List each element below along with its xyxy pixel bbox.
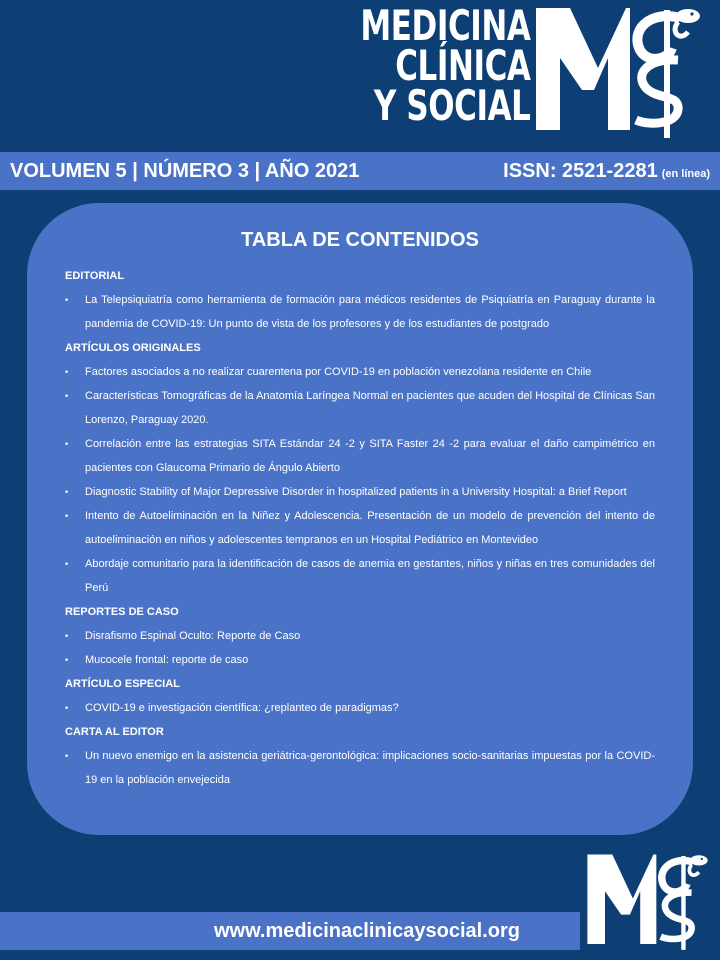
journal-title bbox=[323, 1, 531, 130]
website-link[interactable]: www.medicinaclinicaysocial.org bbox=[213, 919, 520, 942]
article-title: Factores asociados a no realizar cuarentena por COVID-19 en población venezolana residente en Chile bbox=[85, 366, 592, 378]
journal-title-line-3: Y SOCIAL bbox=[373, 81, 530, 130]
bullet-icon: • bbox=[65, 631, 69, 641]
list-item[interactable] bbox=[65, 360, 655, 384]
issue-info-bar bbox=[0, 152, 720, 190]
journal-title-line-1: MEDICINA bbox=[359, 1, 530, 50]
list-item[interactable] bbox=[65, 696, 655, 720]
article-title: Abordaje comunitario para la identificación de casos de anemia en gestantes, niños y niñas en tres comunidades del Perú bbox=[85, 558, 655, 594]
article-title: Disrafismo Espinal Oculto: Reporte de Caso bbox=[85, 630, 301, 642]
section-heading-originales: ARTÍCULOS ORIGINALES bbox=[65, 342, 201, 354]
bullet-icon: • bbox=[65, 295, 69, 305]
journal-title-line-2: CLÍNICA bbox=[394, 41, 530, 90]
bullet-icon: • bbox=[65, 367, 69, 377]
bullet-icon: • bbox=[65, 511, 69, 521]
bullet-icon: • bbox=[65, 655, 69, 665]
section-heading-especial: ARTÍCULO ESPECIAL bbox=[65, 678, 180, 690]
article-title: Intento de Autoeliminación en la Niñez y Adolescencia. Presentación de un modelo de prevención del intento de autoeliminación en niños y adolescentes tempranos en un Hospital Pediátrico en Montevideo bbox=[85, 510, 655, 546]
issue-label: VOLUMEN 5 | NÚMERO 3 | AÑO 2021 bbox=[10, 159, 360, 182]
article-title: Correlación entre las estrategias SITA Estándar 24 -2 y SITA Faster 24 -2 para evaluar el daño campimétrico en pacientes con Glaucoma Primario de Ángulo Abierto bbox=[85, 438, 655, 474]
list-item[interactable] bbox=[65, 504, 655, 552]
bullet-icon: • bbox=[65, 391, 69, 401]
article-title: La Telepsiquiatría como herramienta de formación para médicos residentes de Psiquiatría en Paraguay durante la pandemia de COVID-19: Un punto de vista de los profesores y de los estudiantes de postgrado bbox=[85, 294, 655, 330]
mcs-logo-icon bbox=[530, 2, 710, 138]
section-heading-reportes: REPORTES DE CASO bbox=[65, 606, 179, 618]
list-item[interactable] bbox=[65, 552, 655, 600]
article-title: Un nuevo enemigo en la asistencia geriátrica-gerontológica: implicaciones socio-sanitarias impuestas por la COVID-19 en la población envejecida bbox=[85, 750, 655, 786]
bullet-icon: • bbox=[65, 751, 69, 761]
bullet-icon: • bbox=[65, 487, 69, 497]
list-item[interactable] bbox=[65, 432, 655, 480]
masthead bbox=[0, 0, 720, 150]
list-item[interactable] bbox=[65, 384, 655, 432]
bullet-icon: • bbox=[65, 559, 69, 569]
mcs-logo-icon bbox=[583, 850, 715, 950]
article-title: Mucocele frontal: reporte de caso bbox=[85, 654, 249, 666]
list-item[interactable] bbox=[65, 648, 655, 672]
section-heading-editorial: EDITORIAL bbox=[65, 270, 125, 282]
article-title: COVID-19 e investigación científica: ¿replanteo de paradigmas? bbox=[85, 702, 399, 714]
section-heading-carta: CARTA AL EDITOR bbox=[65, 726, 164, 738]
toc-title: TABLA DE CONTENIDOS bbox=[241, 229, 479, 251]
issn-number: ISSN: 2521-2281 bbox=[503, 159, 658, 182]
article-title: Diagnostic Stability of Major Depressive Disorder in hospitalized patients in a University Hospital: a Brief Report bbox=[85, 486, 627, 498]
list-item[interactable] bbox=[65, 288, 655, 336]
table-of-contents bbox=[27, 203, 693, 835]
list-item[interactable] bbox=[65, 744, 655, 792]
bullet-icon: • bbox=[65, 703, 69, 713]
footer-bar bbox=[0, 912, 580, 950]
issn-label bbox=[503, 160, 710, 183]
issn-note: (en línea) bbox=[661, 167, 710, 180]
article-title: Características Tomográficas de la Anatomía Laríngea Normal en pacientes que acuden del Hospital de Clínicas San Lorenzo, Paraguay 2020. bbox=[85, 390, 655, 426]
list-item[interactable] bbox=[65, 480, 655, 504]
list-item[interactable] bbox=[65, 624, 655, 648]
bullet-icon: • bbox=[65, 439, 69, 449]
